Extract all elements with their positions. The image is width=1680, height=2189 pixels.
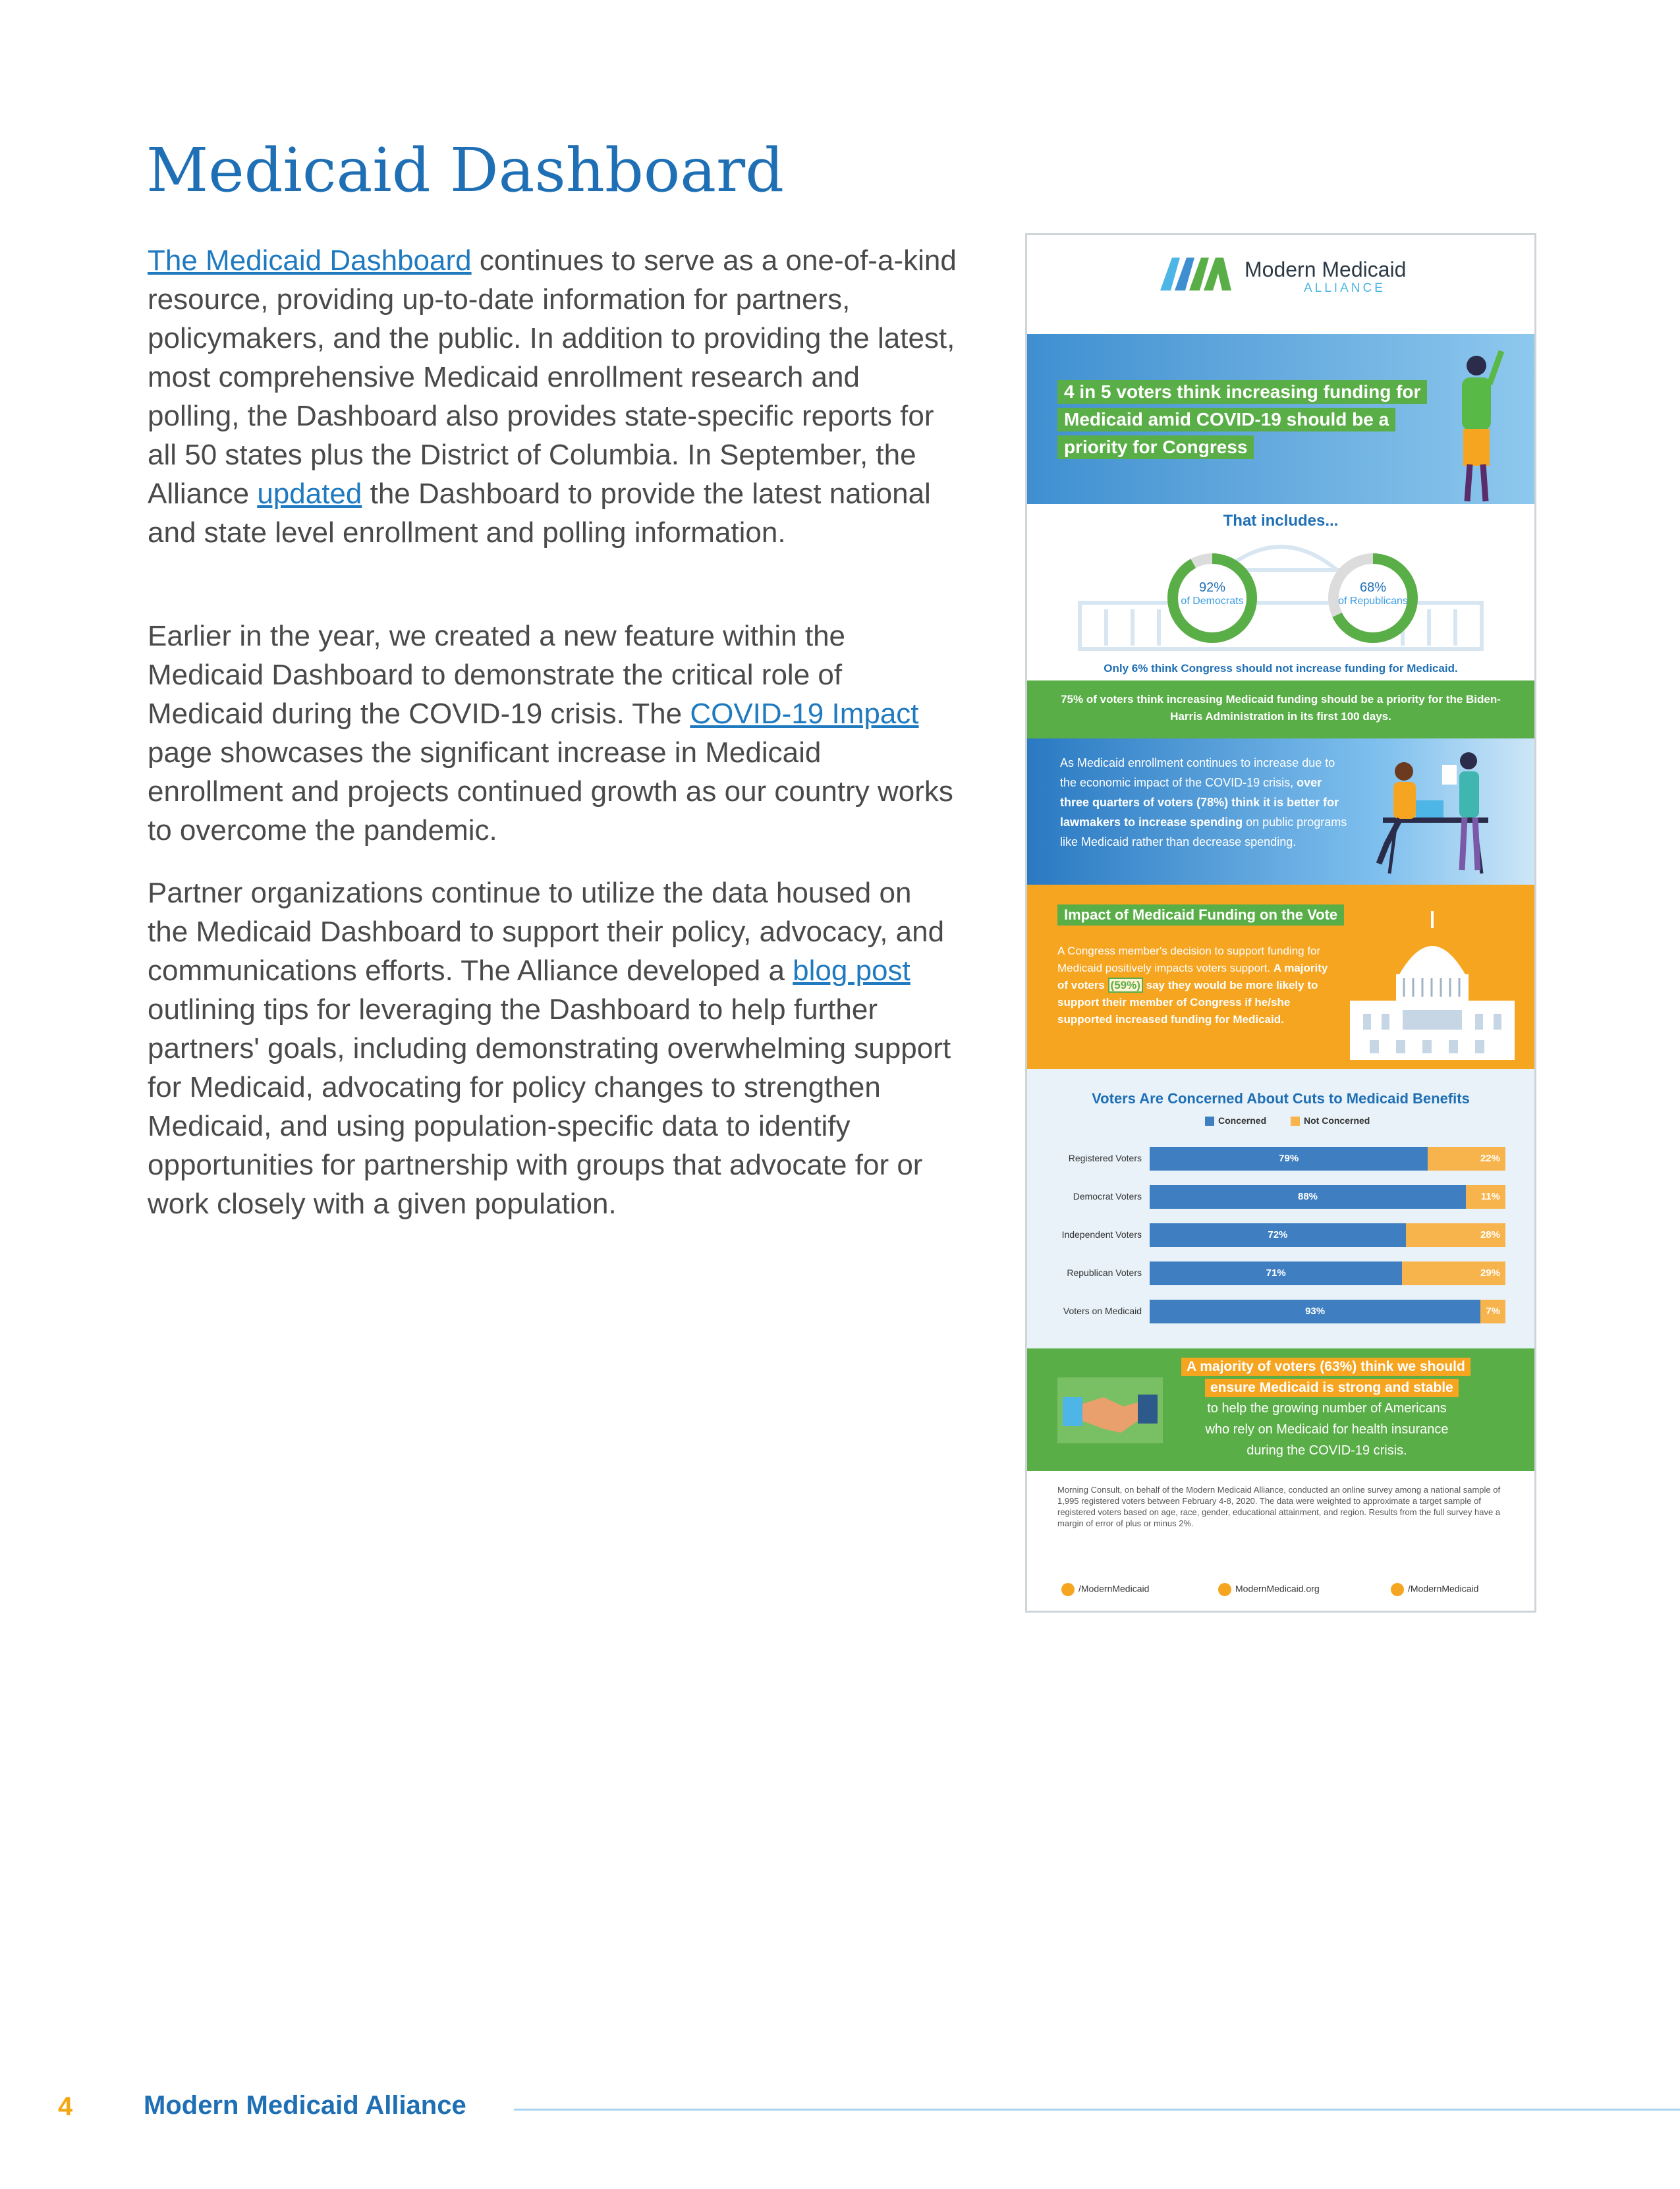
website-link[interactable]: ModernMedicaid.org <box>1218 1583 1320 1596</box>
medicaid-dashboard-link[interactable]: The Medicaid Dashboard <box>148 244 472 277</box>
methodology-note: Morning Consult, on behalf of the Modern Medicaid Alliance, conducted an online survey among a national sample of 1,995 registered voters between February 4-8, 2020. The data were weighted to approximate a target sample of registered voters based on age, race, gender, educational attainment, and region. Results from the full survey have a margin of error of plus or minus 2%. <box>1057 1485 1501 1528</box>
bar-not-concerned-label: 29% <box>1480 1267 1500 1279</box>
impact-pct: (59%) <box>1108 978 1143 993</box>
infographic-footer <box>1027 1471 1534 1611</box>
headline-line-3: priority for Congress <box>1057 435 1254 459</box>
legend-not-concerned-swatch <box>1291 1117 1300 1126</box>
row-label: Voters on Medicaid <box>1063 1306 1142 1316</box>
logo-name: Modern Medicaid <box>1245 258 1407 281</box>
bar-concerned-label: 79% <box>1279 1153 1299 1164</box>
row-label: Registered Voters <box>1068 1153 1142 1163</box>
legend-not-concerned: Not Concerned <box>1291 1115 1370 1126</box>
globe-icon <box>1218 1583 1231 1596</box>
democrats-sub: of Democrats <box>1181 596 1244 607</box>
bar-concerned-label: 72% <box>1268 1229 1288 1240</box>
bar-not-concerned-label: 7% <box>1486 1306 1500 1317</box>
party-breakdown-section <box>1027 504 1534 680</box>
facebook-handle[interactable]: /ModernMedicaid <box>1061 1583 1149 1596</box>
p3-text2: outlining tips for leveraging the Dashboard to help further partners' goals, including demonstrating overwhelming support for Medicaid, advocating for policy changes to strengthen Medicaid, and using population-specific data to identify opportunities for partnership with groups that advocate for or work closely with a given population. <box>148 993 951 1220</box>
closing-section <box>1027 1348 1534 1471</box>
infographic-logo <box>1027 235 1534 334</box>
bar-not-concerned-label: 28% <box>1480 1229 1500 1240</box>
row-label: Independent Voters <box>1061 1229 1142 1240</box>
republicans-sub: of Republicans <box>1338 596 1408 607</box>
people-laptop-illustration-icon <box>1370 745 1521 877</box>
alliance-logo-icon <box>1158 254 1237 293</box>
woman-illustration-icon <box>1442 347 1508 505</box>
legend-concerned: Concerned <box>1205 1115 1266 1126</box>
facebook-icon <box>1061 1583 1075 1596</box>
p1-text1: continues to serve as a one-of-a-kind resource, providing up-to-date information for partners, policymakers, and the public. In addition to providing the latest, most comprehensive Medicaid enrollment research and polling, the Dashboard also provides state-specific reports for all 50 states plus the District of Columbia. In September, the Alliance <box>148 244 957 510</box>
legend-concerned-swatch <box>1205 1117 1214 1126</box>
page-number: 4 <box>58 2092 73 2121</box>
headline-section <box>1027 334 1534 504</box>
p3-text1: Partner organizations continue to utilize the data housed on the Medicaid Dashboard to support their policy, advocacy, and communications efforts. The Alliance developed a <box>148 877 945 987</box>
bar-not-concerned-label: 11% <box>1480 1191 1500 1202</box>
paragraph-covid <box>148 617 958 850</box>
capitol-outline-icon <box>1067 530 1495 655</box>
impact-section <box>1027 885 1534 1069</box>
impact-text: A Congress member's decision to support funding for Medicaid positively impacts voters support. A majority of voters (59%) say they would be more likely to support their member of Congress if he/she supported increased funding for Medicaid. <box>1057 945 1328 1026</box>
closing-line-1: to help the growing number of Americans <box>1207 1401 1447 1416</box>
headline-line-1: 4 in 5 voters think increasing funding for <box>1057 380 1427 404</box>
closing-highlight-1: A majority of voters (63%) think we should <box>1181 1358 1470 1376</box>
includes-label: That includes... <box>1223 512 1339 530</box>
paragraph-partners <box>148 873 958 1223</box>
chart-title: Voters Are Concerned About Cuts to Medicaid Benefits <box>1092 1090 1470 1107</box>
bar-concerned-label: 88% <box>1297 1191 1318 1202</box>
republicans-donut-label <box>1324 580 1422 607</box>
twitter-handle[interactable]: /ModernMedicaid <box>1391 1583 1478 1596</box>
bar-concerned-label: 93% <box>1305 1306 1326 1317</box>
paragraph-dashboard <box>148 241 958 552</box>
updated-link[interactable]: updated <box>257 478 362 510</box>
blog-post-link[interactable]: blog post <box>793 955 910 987</box>
row-label: Republican Voters <box>1067 1267 1142 1278</box>
republicans-pct: 68% <box>1359 580 1387 595</box>
closing-highlight-2: ensure Medicaid is strong and stable <box>1205 1379 1459 1397</box>
page-title: Medicaid Dashboard <box>146 135 784 206</box>
only-6-note: Only 6% think Congress should not increase funding for Medicaid. <box>1104 662 1458 675</box>
covid-impact-link[interactable]: COVID-19 Impact <box>690 698 919 730</box>
closing-line-3: during the COVID-19 crisis. <box>1246 1443 1407 1458</box>
closing-line-2: who rely on Medicaid for health insurance <box>1205 1422 1449 1437</box>
democrats-donut-label <box>1163 580 1262 607</box>
spending-text: As Medicaid enrollment continues to increase due to the economic impact of the COVID-19 crisis, over three quarters of voters (78%) think it is better for lawmakers to increase spending on public programs like Medicaid rather than decrease spending. <box>1060 756 1347 848</box>
p1-text2: the Dashboard to provide the latest national and state level enrollment and polling information. <box>148 478 931 549</box>
biden-harris-section <box>1027 680 1534 738</box>
concern-chart-section <box>1027 1069 1534 1348</box>
twitter-icon <box>1391 1583 1404 1596</box>
biden-harris-note: 75% of voters think increasing Medicaid funding should be a priority for the Biden-Harris Administration in its first 100 days. <box>1061 693 1501 723</box>
logo-subtitle: ALLIANCE <box>1304 281 1386 295</box>
spending-section <box>1027 738 1534 885</box>
capitol-building-icon <box>1343 911 1521 1063</box>
headline-line-2: Medicaid amid COVID-19 should be a <box>1057 408 1395 431</box>
p2-text1: Earlier in the year, we created a new feature within the Medicaid Dashboard to demonstrate the critical role of Medicaid during the COVID-19 crisis. The <box>148 620 846 730</box>
spending-bold: over three quarters of voters (78%) think it is better for lawmakers to increase spending <box>1060 776 1339 829</box>
bar-concerned-label: 71% <box>1266 1267 1286 1279</box>
footer-divider <box>514 2109 1680 2111</box>
footer-brand: Modern Medicaid Alliance <box>144 2091 466 2120</box>
infographic <box>1025 233 1536 1613</box>
impact-title: Impact of Medicaid Funding on the Vote <box>1057 904 1344 926</box>
bar-not-concerned-label: 22% <box>1480 1153 1500 1164</box>
democrats-pct: 92% <box>1198 580 1226 595</box>
row-label: Democrat Voters <box>1073 1191 1142 1202</box>
handshake-icon <box>1057 1377 1163 1443</box>
p2-text2: page showcases the significant increase in Medicaid enrollment and projects continued growth as our country works to overcome the pandemic. <box>148 736 953 846</box>
